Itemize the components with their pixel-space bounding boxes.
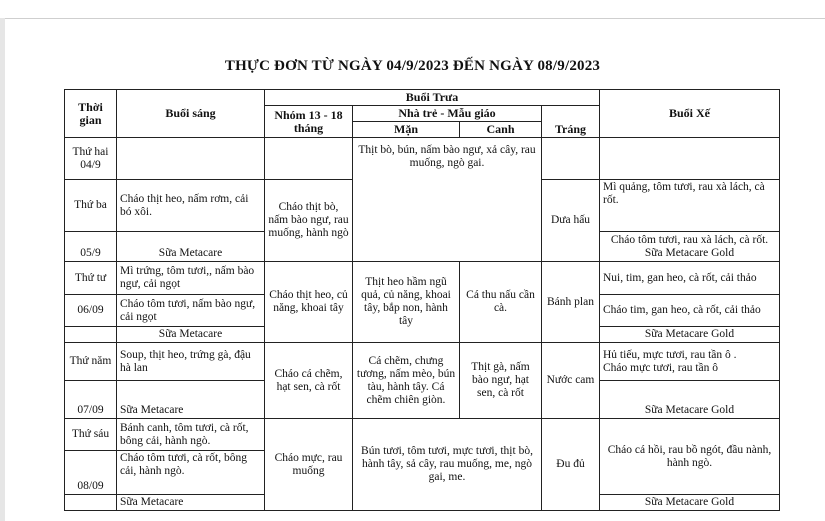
tue-morning: Cháo thịt heo, nấm rơm, cải bó xôi. xyxy=(117,180,265,232)
window-top-bar xyxy=(0,0,825,19)
wed-morning-2: Cháo tôm tươi, nấm bào ngư, cải ngọt xyxy=(117,295,265,327)
tue-group: Cháo thịt bò, nấm bào ngư, rau muống, hành ngò xyxy=(265,180,353,262)
thu-afternoon-2: Cháo mực tươi, rau tần ô xyxy=(603,361,718,374)
date-friday: 08/09 xyxy=(65,451,117,495)
header-main: Mặn xyxy=(353,122,460,138)
wed-morning-1: Mì trứng, tôm tươi,, nấm bào ngư, cải ngọt xyxy=(117,262,265,295)
day-friday: Thứ sáu xyxy=(65,419,117,451)
tue-main: Thịt bò, bún, nấm bào ngư, xả cây, rau muống, ngò gai. xyxy=(353,138,542,262)
cell-empty xyxy=(65,327,117,343)
day-wednesday: Thứ tư xyxy=(65,262,117,295)
wed-afternoon-2: Cháo tim, gan heo, cà rốt, cải thảo xyxy=(600,295,780,327)
date-thursday: 07/09 xyxy=(65,381,117,419)
fri-group: Cháo mực, rau muống xyxy=(265,419,353,511)
tue-dessert: Dưa hấu xyxy=(542,180,600,262)
fri-morning-1: Bánh canh, tôm tươi, cà rốt, bông cải, hành ngò. xyxy=(117,419,265,451)
wed-group: Cháo thịt heo, củ năng, khoai tây xyxy=(265,262,353,343)
wed-soup: Cá thu nấu cần cà. xyxy=(460,262,542,343)
tue-afternoon-2-text: Cháo tôm tươi, rau xà lách, cà rốt. xyxy=(610,233,769,246)
left-edge xyxy=(0,18,5,521)
wed-morning-milk: Sữa Metacare xyxy=(117,327,265,343)
menu-title: THỰC ĐƠN TỪ NGÀY 04/9/2023 ĐẾN NGÀY 08/9/2023 xyxy=(224,58,601,74)
day-monday: Thứ hai 04/9 xyxy=(65,138,117,180)
thu-main: Cá chẽm, chưng tương, nấm mèo, bún tàu, hành tây. Cá chẽm chiên giòn. xyxy=(353,343,460,419)
tue-afternoon-2 xyxy=(600,232,780,262)
fri-main: Bún tươi, tôm tươi, mực tươi, thịt bò, hành tây, sả cây, rau muống, me, ngò gai, me. xyxy=(353,419,542,511)
wed-main: Thịt heo hầm ngũ quả, củ năng, khoai tây, bắp non, hành tây xyxy=(353,262,460,343)
thu-morning: Soup, thịt heo, trứng gà, đậu hà lan xyxy=(117,343,265,381)
header-lunch: Buổi Trưa xyxy=(265,90,600,106)
day-tuesday: Thứ ba xyxy=(65,180,117,232)
header-soup: Canh xyxy=(460,122,542,138)
fri-dessert: Đu đủ xyxy=(542,419,600,511)
fri-afternoon-milk: Sữa Metacare Gold xyxy=(600,495,780,511)
fri-morning-2: Cháo tôm tươi, cà rốt, bông cải, hành ngò. xyxy=(117,451,265,495)
header-group: Nhóm 13 - 18 tháng xyxy=(265,106,353,138)
thu-dessert: Nước cam xyxy=(542,343,600,419)
cell-empty xyxy=(542,138,600,180)
day-thursday: Thứ năm xyxy=(65,343,117,381)
cell-empty xyxy=(117,138,265,180)
cell-empty xyxy=(65,495,117,511)
date-tuesday: 05/9 xyxy=(65,232,117,262)
header-afternoon: Buổi Xế xyxy=(600,90,780,138)
wed-afternoon-milk: Sữa Metacare Gold xyxy=(600,327,780,343)
tue-morning-milk: Sữa Metacare xyxy=(117,232,265,262)
tue-afternoon-milk: Sữa Metacare Gold xyxy=(644,246,735,259)
fri-morning-milk: Sữa Metacare xyxy=(117,495,265,511)
thu-soup: Thịt gà, nấm bào ngư, hạt sen, cà rốt xyxy=(460,343,542,419)
thu-afternoon xyxy=(600,343,780,381)
thu-afternoon-milk: Sữa Metacare Gold xyxy=(600,381,780,419)
cell-empty xyxy=(600,138,780,180)
thu-morning-milk: Sữa Metacare xyxy=(117,381,265,419)
thu-afternoon-1: Hủ tiếu, mực tươi, rau tần ô . xyxy=(603,348,737,361)
wed-dessert: Bánh plan xyxy=(542,262,600,343)
date-wednesday: 06/09 xyxy=(65,295,117,327)
header-dessert: Tráng xyxy=(542,106,600,138)
fri-afternoon: Cháo cá hồi, rau bồ ngót, đầu nành, hành ngò. xyxy=(600,419,780,495)
menu-table xyxy=(64,89,780,511)
tue-afternoon-1: Mì quảng, tôm tươi, rau xà lách, cà rốt. xyxy=(600,180,780,232)
cell-empty xyxy=(265,138,353,180)
header-time: Thời gian xyxy=(65,90,117,138)
header-morning: Buổi sáng xyxy=(117,90,265,138)
thu-group: Cháo cá chẽm, hạt sen, cà rốt xyxy=(265,343,353,419)
wed-afternoon-1: Nui, tim, gan heo, cà rốt, cải thảo xyxy=(600,262,780,295)
header-nursery: Nhà trẻ - Mẫu giáo xyxy=(353,106,542,122)
